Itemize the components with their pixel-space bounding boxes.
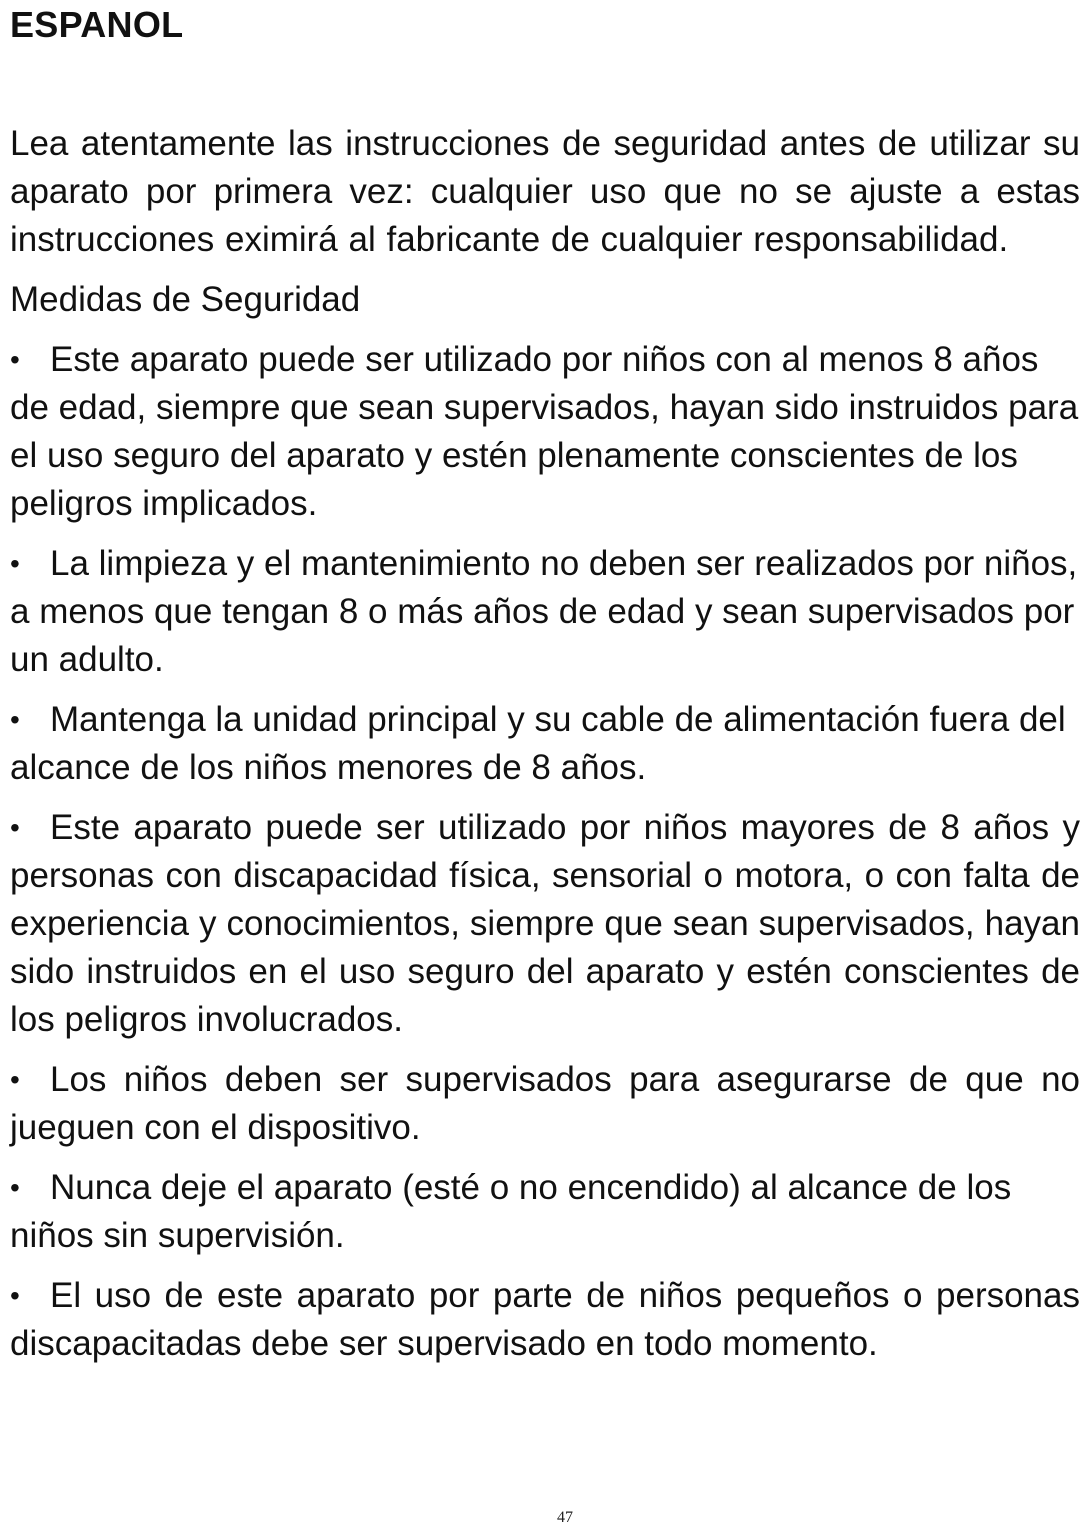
list-item bbox=[10, 696, 1080, 792]
list-item bbox=[10, 336, 1080, 528]
list-item-text: Este aparato puede ser utilizado por niños con al menos 8 años de edad, siempre que sean supervisados, hayan sido instruidos para el uso seguro del aparato y estén plenamente conscientes de los peligros implicados. bbox=[10, 340, 1079, 523]
language-heading: ESPANOL bbox=[10, 4, 184, 45]
safety-instructions bbox=[10, 120, 1080, 1368]
list-item-text: Mantenga la unidad principal y su cable de alimentación fuera del alcance de los niños menores de 8 años. bbox=[10, 700, 1066, 787]
section-subtitle: Medidas de Seguridad bbox=[10, 280, 361, 319]
list-item-text: Este aparato puede ser utilizado por niños mayores de 8 años y personas con discapacidad física, sensorial o motora, o con falta de experiencia y conocimientos, siempre que sean supervisados, hayan sido instruidos en el uso seguro del aparato y estén conscientes de los peligros involucrados. bbox=[10, 808, 1080, 1039]
bullet-icon: • bbox=[10, 1280, 20, 1311]
list-item-text: La limpieza y el mantenimiento no deben ser realizados por niños, a menos que tengan 8 o más años de edad y sean supervisados por un adulto. bbox=[10, 544, 1078, 679]
list-item bbox=[10, 804, 1080, 1044]
list-item bbox=[10, 1272, 1080, 1368]
list-item-text: Nunca deje el aparato (esté o no encendido) al alcance de los niños sin supervisión. bbox=[10, 1168, 1012, 1255]
page-number: 47 bbox=[557, 1509, 573, 1526]
list-item bbox=[10, 540, 1080, 684]
bullet-icon: • bbox=[10, 704, 20, 735]
bullet-icon: • bbox=[10, 344, 20, 375]
bullet-icon: • bbox=[10, 1172, 20, 1203]
list-item-text: El uso de este aparato por parte de niños pequeños o personas discapacitadas debe ser supervisado en todo momento. bbox=[10, 1276, 1080, 1363]
intro-paragraph: Lea atentamente las instrucciones de seguridad antes de utilizar su aparato por primera vez: cualquier uso que no se ajuste a estas instrucciones eximirá al fabricante de cualquier responsabilidad. bbox=[10, 124, 1080, 259]
bullet-icon: • bbox=[10, 1064, 20, 1095]
bullet-icon: • bbox=[10, 812, 20, 843]
list-item-text: Los niños deben ser supervisados para asegurarse de que no jueguen con el dispositivo. bbox=[10, 1060, 1080, 1147]
list-item bbox=[10, 1056, 1080, 1152]
list-item bbox=[10, 1164, 1080, 1260]
bullet-icon: • bbox=[10, 548, 20, 579]
